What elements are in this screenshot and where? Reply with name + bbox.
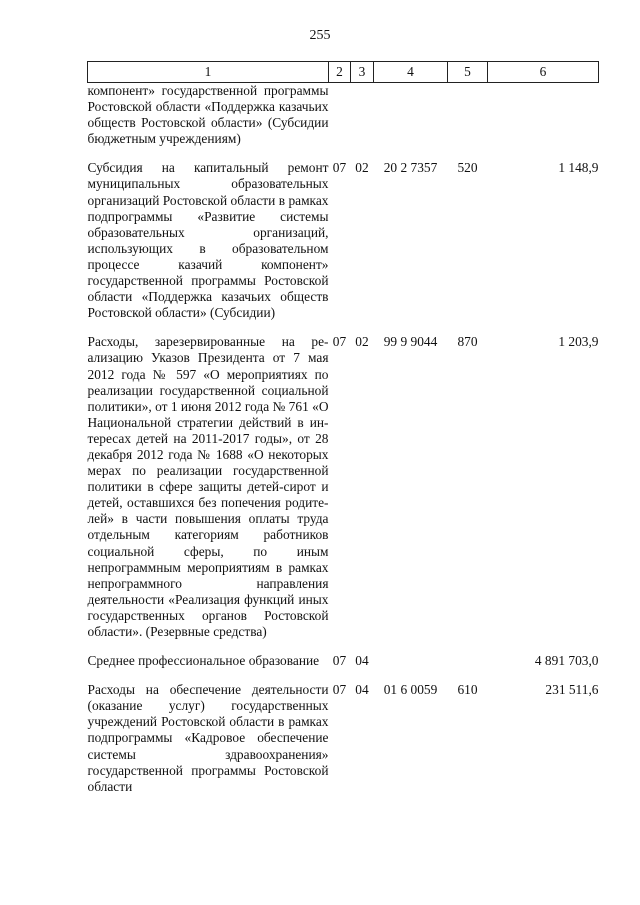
- column-header-4: 4: [374, 62, 448, 83]
- column-header-5: 5: [448, 62, 488, 83]
- row-expense-type: 520: [457, 160, 478, 176]
- row-subsection: [351, 83, 374, 148]
- row-expense-type: [448, 83, 488, 148]
- table-body: [88, 83, 599, 795]
- row-description: Среднее профессиональное образование: [87, 653, 320, 669]
- row-spacer: [88, 147, 599, 160]
- row-expense-type: 610: [457, 682, 478, 698]
- row-subsection: 02: [355, 334, 369, 350]
- row-expense-type: [448, 653, 488, 669]
- row-description: Субсидия на капитальный ремонт муниципальных образовательных организаций Ростовской области в рамках подпрограммы «Развитие системы образовательных организаций, использующих в образовательном процессе казачий компонент» государственной программы Ростовской области «Поддержка казачьих обществ Ростовской области» (Субсидии): [87, 160, 329, 321]
- row-spacer: [88, 321, 599, 334]
- row-target-code: [374, 83, 448, 148]
- row-spacer: [88, 640, 599, 653]
- column-header-1: 1: [88, 62, 329, 83]
- row-description: Расходы, зарезервированные на реализацию Указов Президента от 7 мая 2012 года № 597 «О мероприятиях по реализации государственной социальной политики», от 1 июня 2012 года № 761 «О Национальной стратегии действий в интересах детей на 2011-2017 годы», от 28 декабря 2012 года № 1688 «О некоторых мерах по реализации государственной политики в сфере защиты детей-сирот и детей, оставшихся без попечения родителей» в части повышения оплаты труда отдельным категориям работников социальной сферы, по иным непрограммным мероприятиям в рамках непрограммного направления деятельности «Реализация функций иных государственных органов Ростовской области». (Резервные средства): [87, 334, 329, 639]
- row-target-code: 99 9 9044: [383, 334, 438, 350]
- row-spacer: [88, 669, 599, 682]
- table-header: [88, 62, 599, 83]
- table-row: [88, 334, 599, 640]
- row-amount: [488, 83, 599, 148]
- row-subsection: 04: [355, 682, 369, 698]
- row-amount: 1 148,9: [558, 160, 599, 176]
- table-row: [88, 653, 599, 669]
- row-description: компонент» государственной программы Ростовской области «Поддержка казачьих обществ Ростовской области» (Субсидии бюджетным учреждениям): [87, 83, 329, 147]
- row-target-code: 20 2 7357: [383, 160, 438, 176]
- row-description: Расходы на обеспечение деятельности (оказание услуг) государственных учреждений Ростовской области в рамках подпрограммы «Кадровое обеспечение системы здравоохранения» государственной программы Ростовской области: [87, 682, 329, 794]
- row-section: [329, 83, 351, 148]
- row-section: 07: [332, 334, 347, 350]
- row-amount: 231 511,6: [545, 682, 599, 698]
- row-section: 07: [332, 682, 347, 698]
- column-header-3: 3: [351, 62, 374, 83]
- row-target-code: 01 6 0059: [383, 682, 438, 698]
- row-subsection: 02: [355, 160, 369, 176]
- header-row: [88, 62, 599, 83]
- table-row: [88, 682, 599, 795]
- row-target-code: [374, 653, 448, 669]
- row-subsection: 04: [355, 653, 369, 669]
- row-section: 07: [332, 160, 347, 176]
- row-section: 07: [332, 653, 347, 669]
- row-amount: 1 203,9: [558, 334, 599, 350]
- row-expense-type: 870: [457, 334, 478, 350]
- table-row: [88, 160, 599, 321]
- column-header-2: 2: [329, 62, 351, 83]
- row-amount: 4 891 703,0: [534, 653, 599, 669]
- table-row: [88, 83, 599, 148]
- column-header-6: 6: [488, 62, 599, 83]
- page-number: 255: [309, 28, 331, 43]
- budget-table: [87, 61, 599, 795]
